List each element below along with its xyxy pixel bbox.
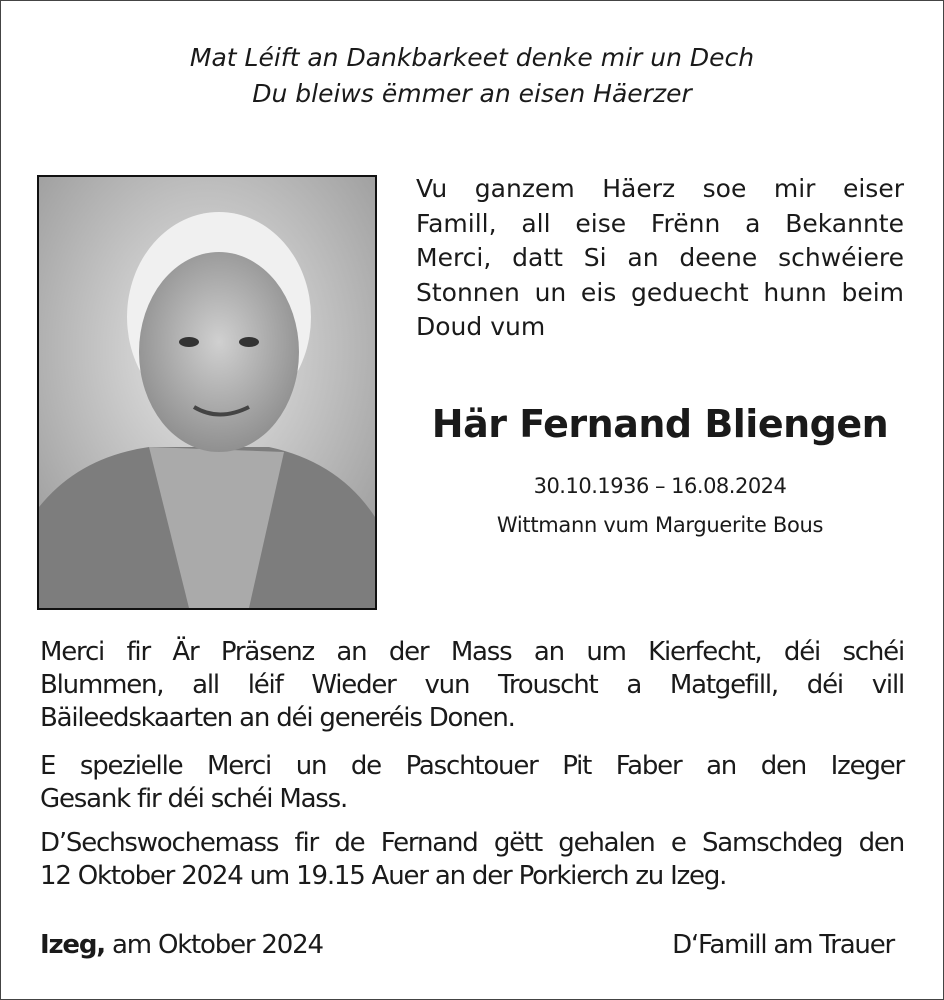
paragraph-line: Merci fir Är Präsenz an der Mass an um Kierfecht, déi schéi bbox=[40, 637, 904, 667]
intro-line: Famill, all eise Frënn a Bekannte bbox=[416, 208, 904, 238]
special-thanks-paragraph bbox=[40, 750, 904, 816]
place: Izeg, bbox=[40, 930, 105, 960]
intro-text bbox=[416, 172, 904, 345]
motto-line: Du bleiws ëmmer an eisen Häerzer bbox=[252, 79, 692, 108]
signature: D‘Famill am Trauer bbox=[672, 930, 894, 960]
paragraph-line: E spezielle Merci un de Paschtouer Pit Faber an den Izeger bbox=[40, 751, 904, 781]
motto-line: Mat Léift an Dankbarkeet denke mir un Dech bbox=[189, 43, 755, 72]
date: am Oktober 2024 bbox=[112, 930, 323, 960]
deceased-name: Här Fernand Bliengen bbox=[431, 402, 889, 446]
paragraph-line: Gesank fir déi schéi Mass. bbox=[40, 784, 348, 814]
intro-line: Stonnen un eis geduecht hunn beim bbox=[416, 277, 904, 307]
portrait-photo bbox=[37, 175, 377, 610]
paragraph-line: 12 Oktober 2024 um 19.15 Auer an der Porkierch zu Izeg. bbox=[40, 861, 727, 891]
memorial-mass-paragraph bbox=[40, 827, 904, 893]
place-date bbox=[40, 930, 323, 960]
thanks-paragraph bbox=[40, 636, 904, 735]
paragraph-line: D’Sechswochemass fir de Fernand gëtt gehalen e Samschdeg den bbox=[40, 828, 904, 858]
widower-line: Wittmann vum Marguerite Bous bbox=[496, 513, 824, 537]
motto bbox=[0, 40, 944, 112]
life-dates: 30.10.1936 – 16.08.2024 bbox=[533, 474, 787, 498]
paragraph-line: Blummen, all léif Wieder vun Trouscht a Matgefill, déi vill bbox=[40, 670, 904, 700]
paragraph-line: Bäileedskaarten an déi generéis Donen. bbox=[40, 703, 515, 733]
intro-line: Merci, datt Si an deene schwéiere bbox=[416, 243, 904, 272]
intro-line: Vu ganzem Häerz soe mir eiser bbox=[416, 174, 904, 203]
intro-line: Doud vum bbox=[416, 312, 546, 341]
